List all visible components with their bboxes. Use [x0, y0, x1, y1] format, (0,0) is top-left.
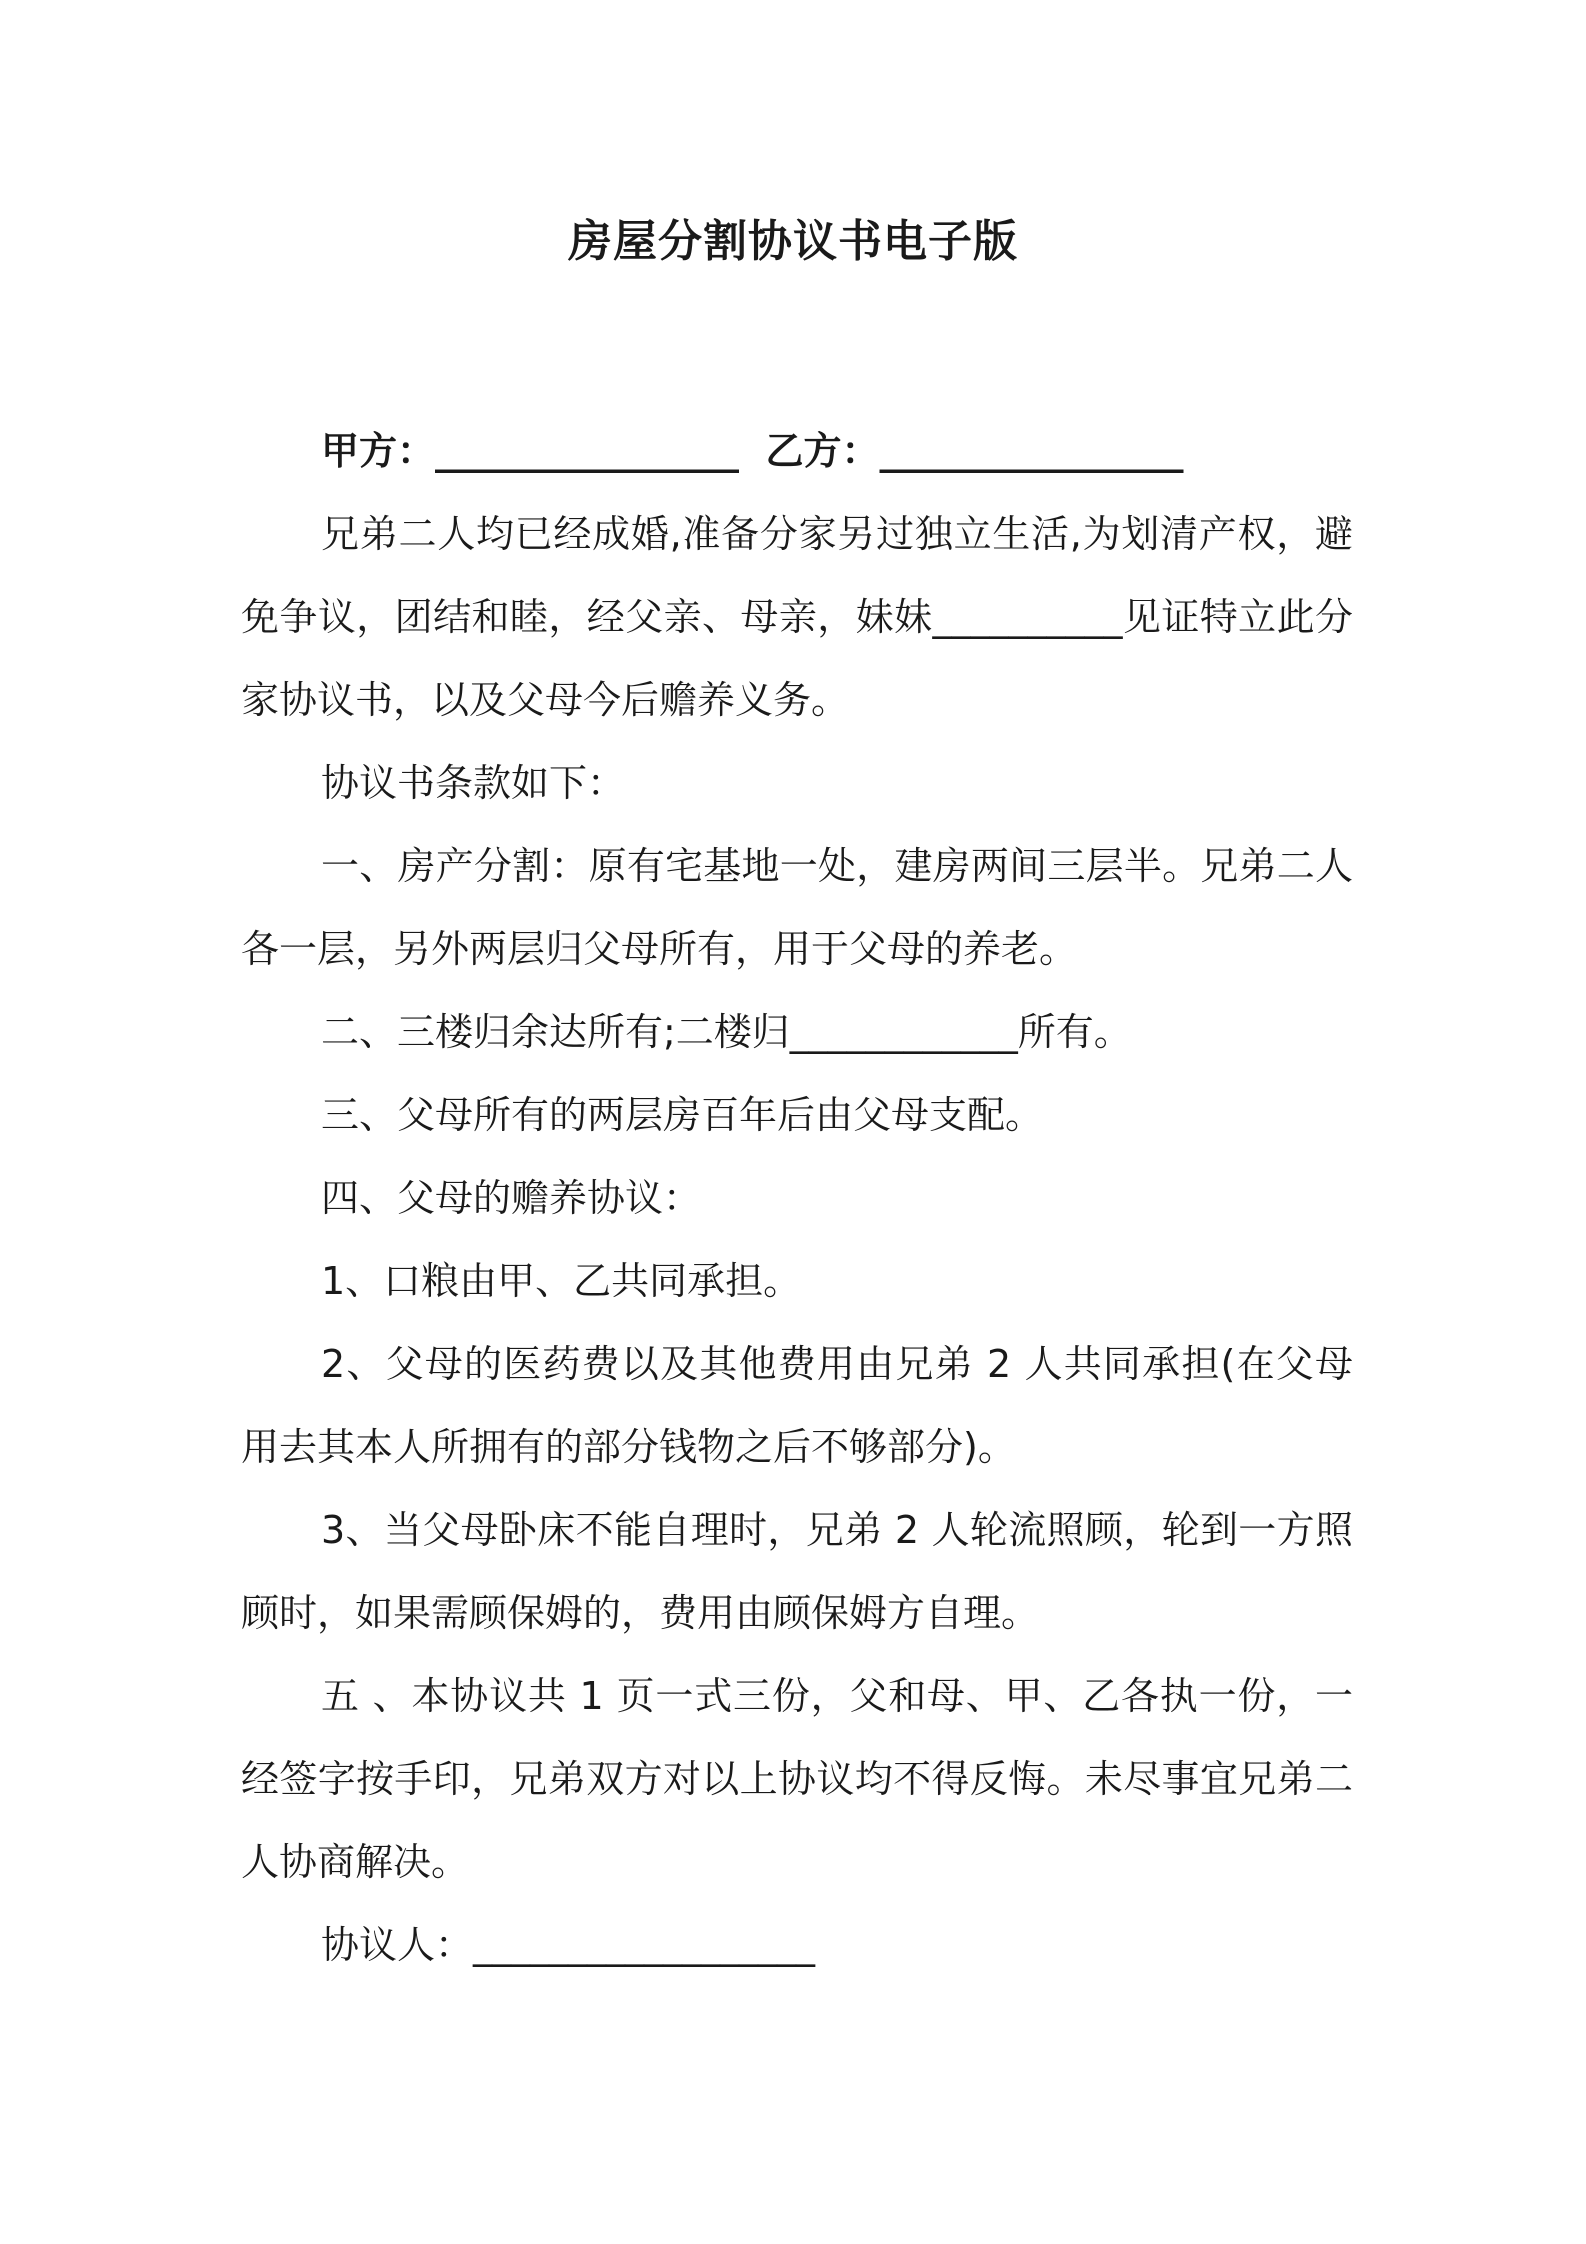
clause-5: 五 、本协议共 1 页一式三份，父和母、甲、乙各执一份，一经签字按手印，兄弟双方对以上协议均不得反悔。未尽事宜兄弟二人协商解决。 — [241, 1674, 1353, 1884]
clause-1: 一、房产分割：原有宅基地一处，建房两间三层半。兄弟二人各一层，另外两层归父母所有，用于父母的养老。 — [241, 844, 1353, 971]
signatory-line: 协议人：__________________ — [321, 1923, 816, 1967]
clause-4-item-1: 1、口粮由甲、乙共同承担。 — [321, 1259, 802, 1303]
document-title: 房屋分割协议书电子版 — [568, 216, 1018, 267]
clause-2: 二、三楼归余达所有;二楼归____________所有。 — [321, 1010, 1132, 1054]
clause-4-heading: 四、父母的赡养协议： — [321, 1176, 702, 1220]
document-body — [241, 410, 1353, 1987]
terms-heading: 协议书条款如下： — [321, 761, 626, 805]
party-line: 甲方：________________ 乙方：________________ — [321, 429, 1184, 473]
clause-4-item-3: 3、当父母卧床不能自理时，兄弟 2 人轮流照顾，轮到一方照顾时，如果需顾保姆的，费用由顾保姆方自理。 — [241, 1508, 1353, 1635]
clause-4-item-2: 2、父母的医药费以及其他费用由兄弟 2 人共同承担(在父母用去其本人所拥有的部分钱物之后不够部分)。 — [241, 1342, 1353, 1469]
clause-3: 三、父母所有的两层房百年后由父母支配。 — [321, 1093, 1044, 1137]
preamble-paragraph: 兄弟二人均已经成婚,准备分家另过独立生活,为划清产权，避免争议，团结和睦，经父亲、母亲，妹妹__________见证特立此分家协议书，以及父母今后赡养义务。 — [241, 512, 1353, 722]
